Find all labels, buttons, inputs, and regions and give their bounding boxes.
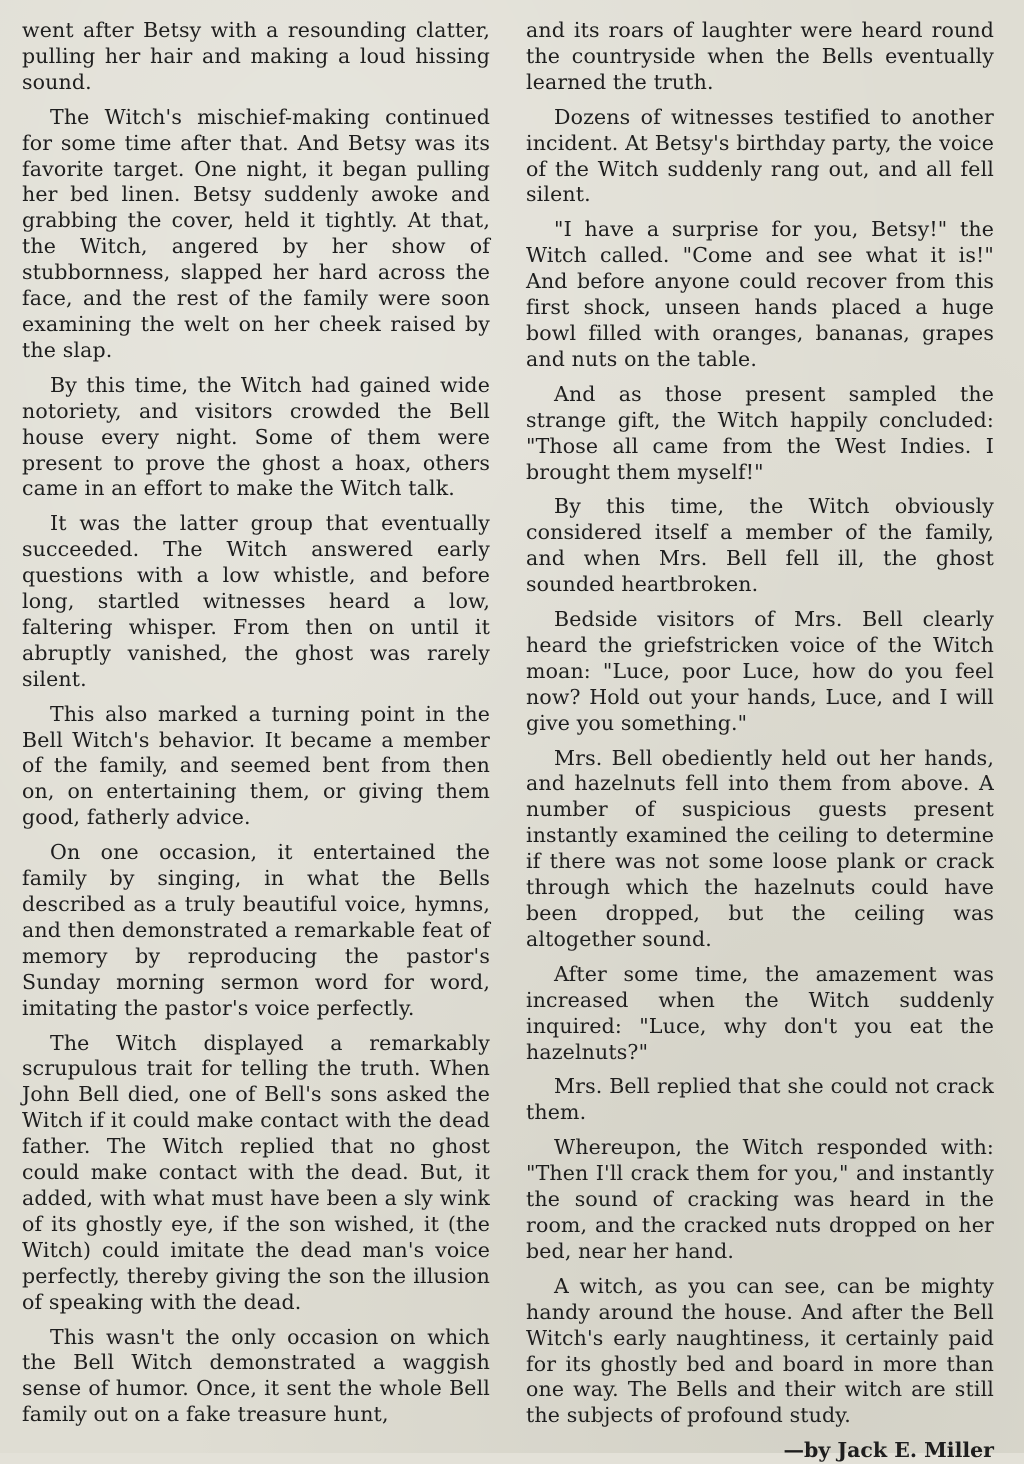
paragraph: By this time, the Witch obviously considered itself a member of the family, and when Mrs. Bell fell ill, the ghost sounded heartbroken.: [526, 494, 994, 597]
paragraph: This wasn't the only occasion on which the Bell Witch demonstrated a waggish sense of humor. Once, it sent the whole Bell family out on a fake treasure hunt,: [22, 1324, 490, 1427]
right-column: [526, 18, 994, 1464]
author-byline: —by Jack E. Miller: [783, 1438, 994, 1463]
paragraph: went after Betsy with a resounding clatter, pulling her hair and making a loud hissing sound.: [22, 18, 490, 94]
paragraph: After some time, the amazement was increased when the Witch suddenly inquired: "Luce, why don't you eat the hazelnuts?": [526, 961, 994, 1064]
paragraph: On one occasion, it entertained the family by singing, in what the Bells described as a truly beautiful voice, hymns, and then demonstrated a remarkable feat of memory by reproducing the pastor's Sunday morning sermon word for word, imitating the pastor's voice perfectly.: [22, 840, 490, 1020]
paragraph: It was the latter group that eventually succeeded. The Witch answered early questions with a low whistle, and before long, startled witnesses heard a low, faltering whisper. From then on until it abruptly vanished, the ghost was rarely silent.: [22, 511, 490, 691]
paragraph: And as those present sampled the strange gift, the Witch happily concluded: "Those all came from the West Indies. I brought them myself!": [526, 381, 994, 484]
paragraph: Whereupon, the Witch responded with: "Then I'll crack them for you," and instantly the sound of cracking was heard in the room, and the cracked nuts dropped on her bed, near her hand.: [526, 1135, 994, 1263]
left-column: [22, 18, 490, 1437]
paragraph: Mrs. Bell obediently held out her hands, and hazelnuts fell into them from above. A number of suspicious guests present instantly examined the ceiling to determine if there was not some loose plank or crack through which the hazelnuts could have been dropped, but the ceiling was altogether sound.: [526, 745, 994, 951]
paragraph: By this time, the Witch had gained wide notoriety, and visitors crowded the Bell house every night. Some of them were present to prove the ghost a hoax, others came in an effort to make the Witch talk.: [22, 372, 490, 501]
paragraph: The Witch displayed a remarkably scrupulous trait for telling the truth. When John Bell died, one of Bell's sons asked the Witch if it could make contact with the dead father. The Witch replied that no ghost could make contact with the dead. But, it added, with what must have been a sly wink of its ghostly eye, if the son wished, it (the Witch) could imitate the dead man's voice perfectly, thereby giving the son the illusion of speaking with the dead.: [22, 1030, 490, 1314]
paragraph: and its roars of laughter were heard round the countryside when the Bells eventually learned the truth.: [526, 18, 994, 94]
paragraph: Dozens of witnesses testified to another incident. At Betsy's birthday party, the voice of the Witch suddenly rang out, and all fell silent.: [526, 104, 994, 207]
paragraph: This also marked a turning point in the Bell Witch's behavior. It became a member of the family, and seemed bent from then on, on entertaining them, or giving them good, fatherly advice.: [22, 701, 490, 830]
paragraph: Bedside visitors of Mrs. Bell clearly heard the griefstricken voice of the Witch moan: "Luce, poor Luce, how do you feel now? Hold out your hands, Luce, and I will give you something.": [526, 607, 994, 735]
paragraph: "I have a surprise for you, Betsy!" the Witch called. "Come and see what it is!" And before anyone could recover from this first shock, unseen hands placed a huge bowl filled with oranges, bananas, grapes and nuts on the table.: [526, 217, 994, 371]
paragraph: Mrs. Bell replied that she could not crack them.: [526, 1074, 994, 1125]
paragraph: A witch, as you can see, can be mighty handy around the house. And after the Bell Witch's early naughtiness, it certainly paid for its ghostly bed and board in more than one way. The Bells and their witch are still the subjects of profound study.: [526, 1273, 994, 1428]
paragraph: The Witch's mischief-making continued for some time after that. And Betsy was its favorite target. One night, it began pulling her bed linen. Betsy suddenly awoke and grabbing the cover, held it tightly. At that, the Witch, angered by her show of stubbornness, slapped her hard across the face, and the rest of the family were soon examining the welt on her cheek raised by the slap.: [22, 104, 490, 362]
